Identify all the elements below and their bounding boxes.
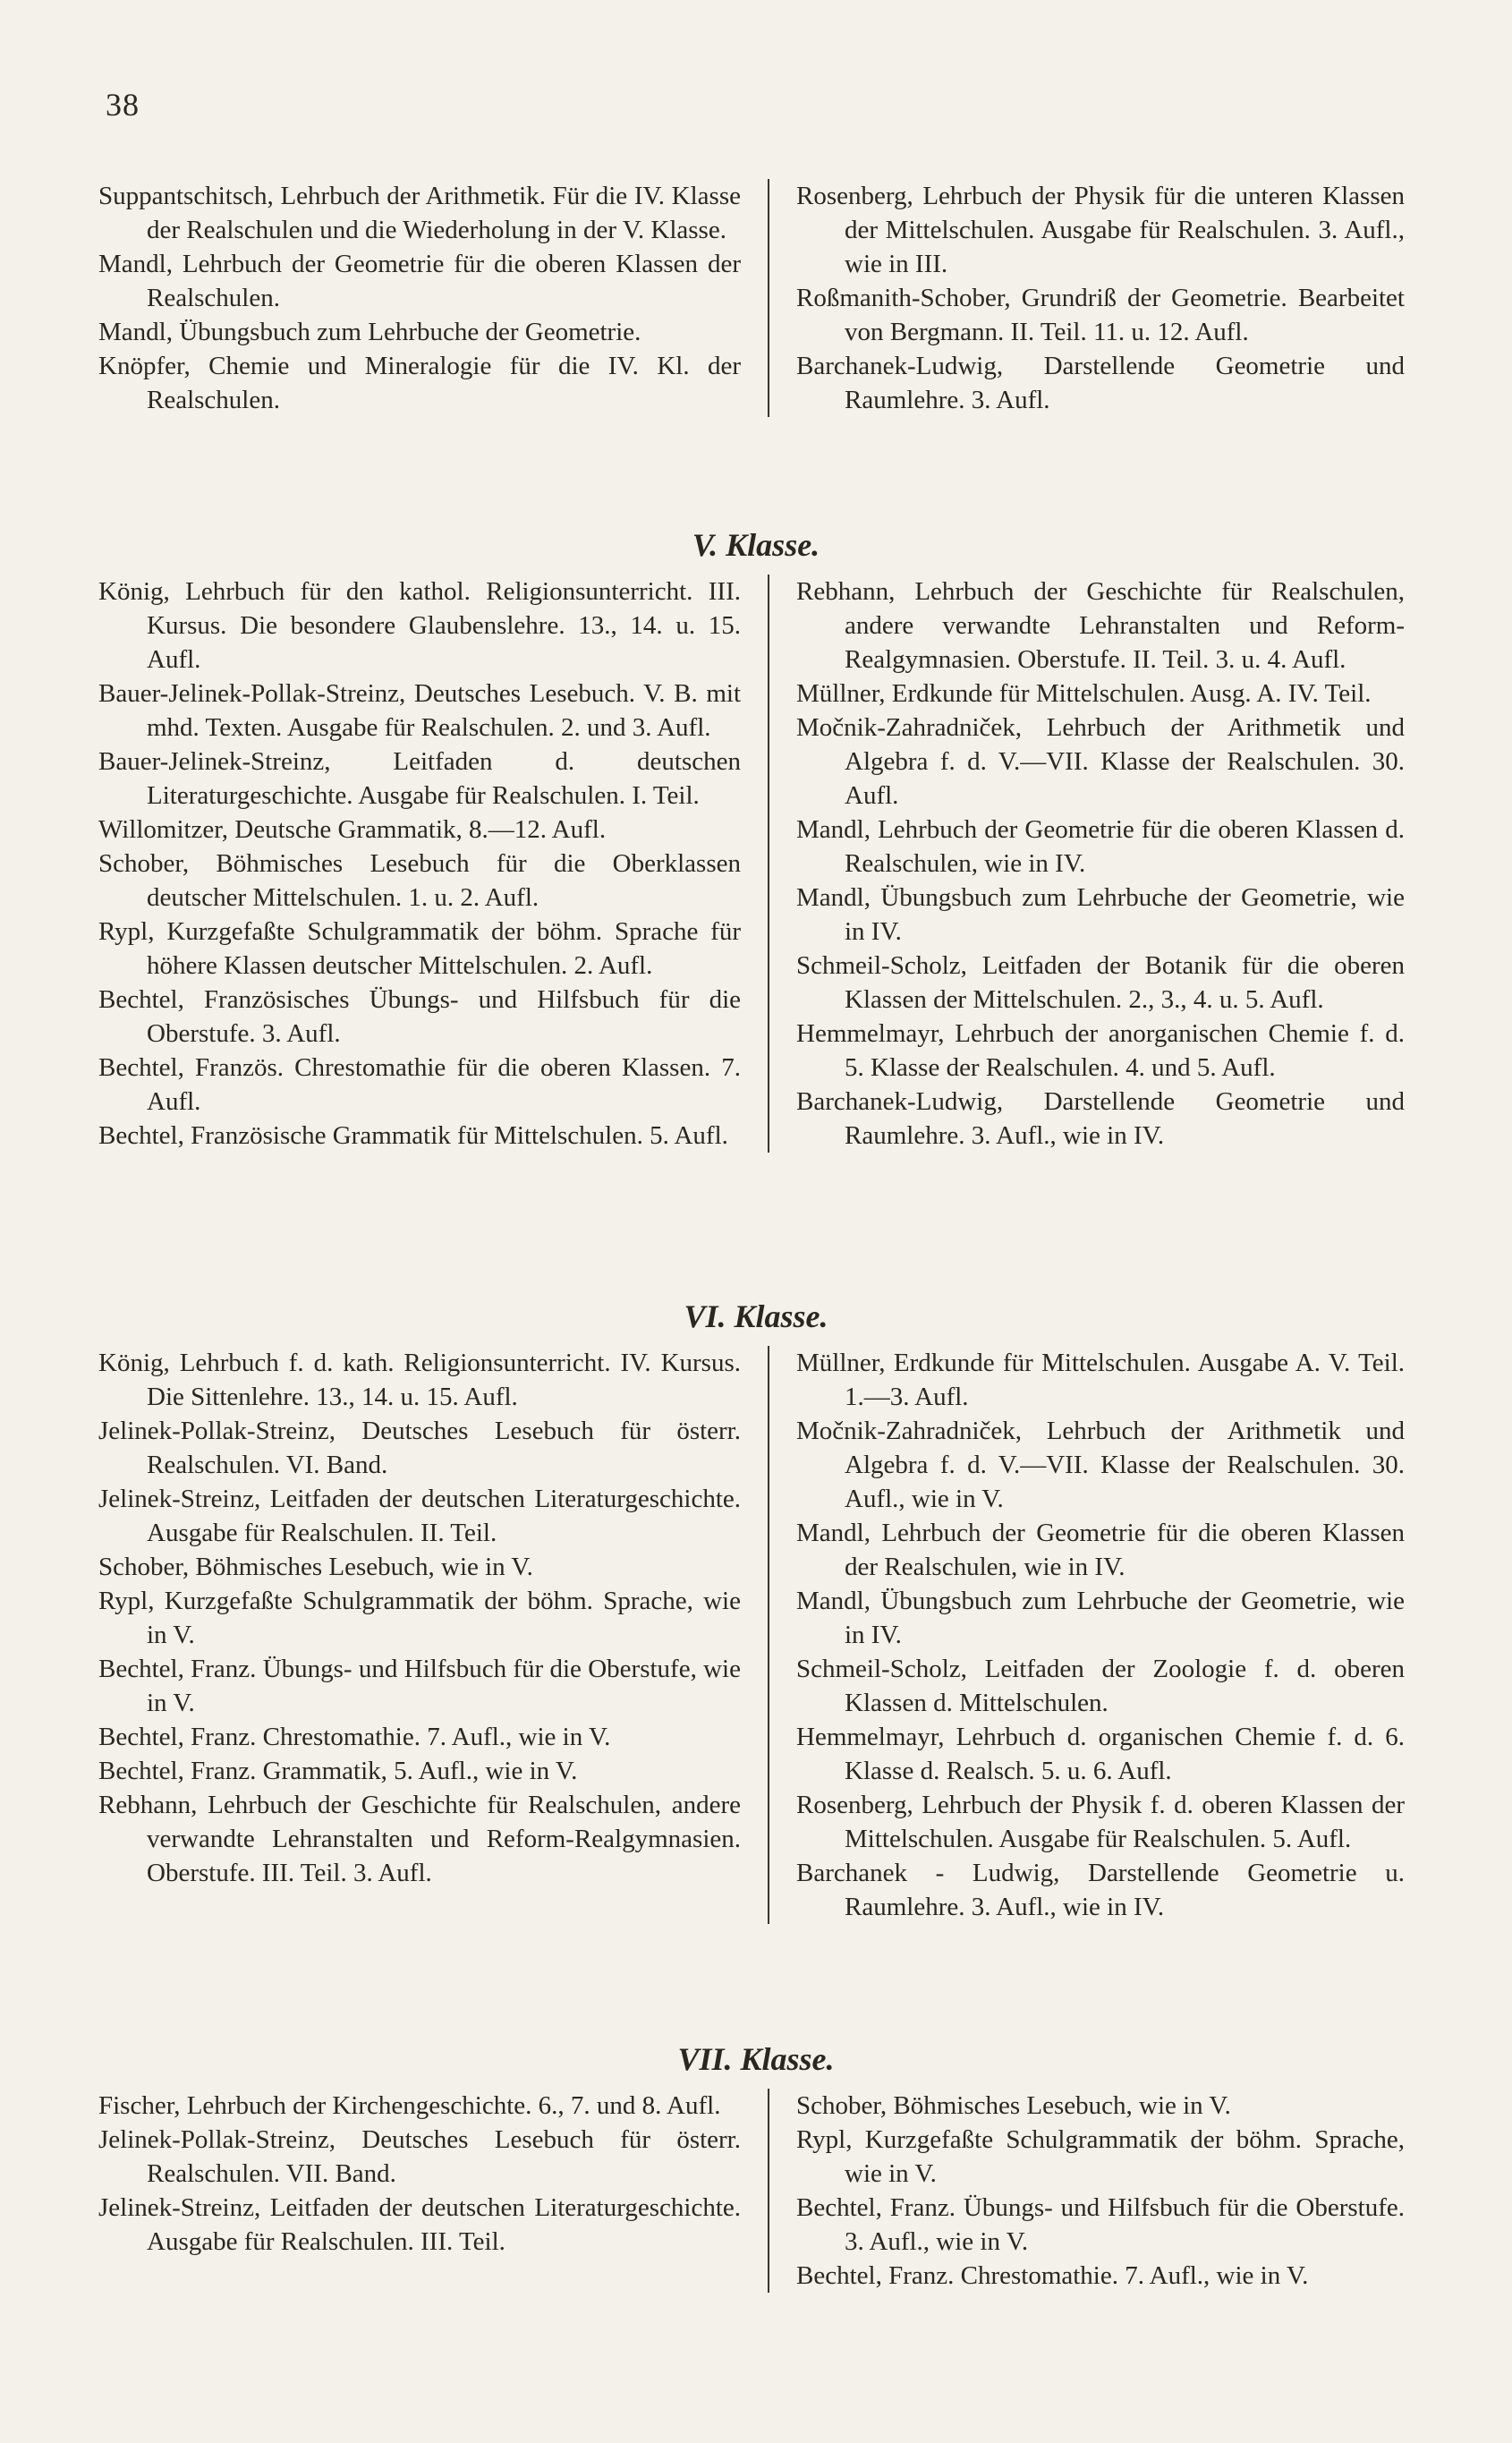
left-column [98,575,769,1153]
book-entry: Fischer, Lehrbuch der Kirchengeschichte. 6., 7. und 8. Aufl. [98,2091,721,2120]
book-entry: Schmeil-Scholz, Leitfaden der Zoologie f. d. oberen Klassen d. Mittelschulen. [796,1655,1405,1717]
left-column [98,1346,769,1924]
book-entry: Bechtel, Französisches Übungs- und Hilfsbuch für die Oberstufe. 3. Aufl. [98,985,741,1048]
book-entry: Mandl, Übungsbuch zum Lehrbuche der Geometrie, wie in IV. [796,883,1405,946]
section-heading-vii: VII. Klasse. [677,2041,835,2077]
book-entry: Močnik-Zahradniček, Lehrbuch der Arithmetik und Algebra f. d. V.—VII. Klasse der Realschulen. 30. Aufl. [796,713,1405,810]
book-entry: Bechtel, Franz. Übungs- und Hilfsbuch für die Oberstufe. 3. Aufl., wie in V. [796,2193,1405,2256]
book-entry: Müllner, Erdkunde für Mittelschulen. Ausgabe A. V. Teil. 1.—3. Aufl. [796,1349,1405,1411]
book-entry: Jelinek-Streinz, Leitfaden der deutschen Literaturgeschichte. Ausgabe für Realschulen. II. Teil. [98,1485,741,1547]
book-entry: Bechtel, Franz. Chrestomathie. 7. Aufl., wie in V. [98,1723,611,1751]
book-entry: Hemmelmayr, Lehrbuch d. organischen Chemie f. d. 6. Klasse d. Realsch. 5. u. 6. Aufl. [796,1723,1405,1785]
section-vii [98,2089,1405,2293]
book-entry: Mandl, Übungsbuch zum Lehrbuche der Geometrie, wie in IV. [796,1587,1405,1649]
book-entry: Rebhann, Lehrbuch der Geschichte für Realschulen, andere verwandte Lehranstalten und Reform-Realgymnasien. Oberstufe. III. Teil. 3. Aufl. [98,1791,741,1887]
left-column [98,179,769,417]
left-column [98,2089,769,2293]
book-entry: Barchanek-Ludwig, Darstellende Geometrie und Raumlehre. 3. Aufl. [796,352,1405,414]
book-entry: Bechtel, Franz. Übungs- und Hilfsbuch für die Oberstufe, wie in V. [98,1655,741,1717]
book-entry: Rebhann, Lehrbuch der Geschichte für Realschulen, andere verwandte Lehranstalten und Reform-Realgymnasien. Oberstufe. II. Teil. 3. u. 4. Aufl. [796,577,1405,674]
book-entry: Jelinek-Streinz, Leitfaden der deutschen Literaturgeschichte. Ausgabe für Realschulen. III. Teil. [98,2193,741,2256]
book-entry: Schober, Böhmisches Lesebuch, wie in V. [796,2091,1231,2120]
book-entry: Jelinek-Pollak-Streinz, Deutsches Lesebuch für österr. Realschulen. VII. Band. [98,2125,741,2188]
book-entry: Mandl, Lehrbuch der Geometrie für die oberen Klassen d. Realschulen, wie in IV. [796,815,1405,878]
book-entry: Rypl, Kurzgefaßte Schulgrammatik der böhm. Sprache für höhere Klassen deutscher Mittelschulen. 2. Aufl. [98,917,741,980]
book-entry: Willomitzer, Deutsche Grammatik, 8.—12. Aufl. [98,815,607,844]
book-entry: Roßmanith-Schober, Grundriß der Geometrie. Bearbeitet von Bergmann. II. Teil. 11. u. 12. Aufl. [796,284,1405,346]
right-column [769,1346,1405,1924]
book-entry: Hemmelmayr, Lehrbuch der anorganischen Chemie f. d. 5. Klasse der Realschulen. 4. und 5. Aufl. [796,1019,1405,1082]
book-entry: Knöpfer, Chemie und Mineralogie für die IV. Kl. der Realschulen. [98,352,741,414]
page-number: 38 [106,87,140,123]
book-entry: Barchanek-Ludwig, Darstellende Geometrie und Raumlehre. 3. Aufl., wie in IV. [796,1087,1405,1150]
book-entry: Rosenberg, Lehrbuch der Physik f. d. oberen Klassen der Mittelschulen. Ausgabe für Realschulen. 5. Aufl. [796,1791,1405,1853]
right-column [769,179,1405,417]
book-entry: Mandl, Lehrbuch der Geometrie für die oberen Klassen der Realschulen. [98,250,741,312]
book-entry: Bauer-Jelinek-Streinz, Leitfaden d. deutschen Literaturgeschichte. Ausgabe für Realschulen. I. Teil. [98,747,741,810]
right-column [769,2089,1405,2293]
book-entry: Bauer-Jelinek-Pollak-Streinz, Deutsches Lesebuch. V. B. mit mhd. Texten. Ausgabe für Realschulen. 2. und 3. Aufl. [98,679,741,742]
book-entry: Mandl, Übungsbuch zum Lehrbuche der Geometrie. [98,318,641,346]
book-entry: Schober, Böhmisches Lesebuch für die Oberklassen deutscher Mittelschulen. 1. u. 2. Aufl. [98,849,741,912]
book-entry: Jelinek-Pollak-Streinz, Deutsches Lesebuch für österr. Realschulen. VI. Band. [98,1417,741,1479]
book-entry: König, Lehrbuch f. d. kath. Religionsunterricht. IV. Kursus. Die Sittenlehre. 13., 14. u. 15. Aufl. [98,1349,741,1411]
section-top-continuation [98,179,1405,417]
book-entry: Schober, Böhmisches Lesebuch, wie in V. [98,1553,533,1581]
book-entry: Suppantschitsch, Lehrbuch der Arithmetik. Für die IV. Klasse der Realschulen und die Wiederholung in der V. Klasse. [98,182,741,244]
book-entry: Bechtel, Französ. Chrestomathie für die oberen Klassen. 7. Aufl. [98,1053,741,1116]
book-entry: Bechtel, Französische Grammatik für Mittelschulen. 5. Aufl. [98,1121,728,1150]
book-entry: Barchanek - Ludwig, Darstellende Geometrie u. Raumlehre. 3. Aufl., wie in IV. [796,1859,1405,1921]
book-entry: Rypl, Kurzgefaßte Schulgrammatik der böhm. Sprache, wie in V. [98,1587,741,1649]
book-entry: Mandl, Lehrbuch der Geometrie für die oberen Klassen der Realschulen, wie in IV. [796,1519,1405,1581]
book-entry: Močnik-Zahradniček, Lehrbuch der Arithmetik und Algebra f. d. V.—VII. Klasse der Realschulen. 30. Aufl., wie in V. [796,1417,1405,1513]
book-entry: Rypl, Kurzgefaßte Schulgrammatik der böhm. Sprache, wie in V. [796,2125,1405,2188]
section-vi [98,1346,1405,1924]
book-entry: Schmeil-Scholz, Leitfaden der Botanik für die oberen Klassen der Mittelschulen. 2., 3., 4. u. 5. Aufl. [796,951,1405,1014]
section-v [98,575,1405,1153]
section-heading-vi: VI. Klasse. [684,1298,828,1334]
right-column [769,575,1405,1153]
book-entry: Bechtel, Franz. Grammatik, 5. Aufl., wie in V. [98,1757,578,1785]
book-entry: Müllner, Erdkunde für Mittelschulen. Ausg. A. IV. Teil. [796,679,1372,708]
book-entry: Bechtel, Franz. Chrestomathie. 7. Aufl., wie in V. [796,2261,1309,2290]
book-entry: König, Lehrbuch für den kathol. Religionsunterricht. III. Kursus. Die besondere Glaubenslehre. 13., 14. u. 15. Aufl. [98,577,741,674]
book-entry: Rosenberg, Lehrbuch der Physik für die unteren Klassen der Mittelschulen. Ausgabe für Realschulen. 3. Aufl., wie in III. [796,182,1405,278]
section-heading-v: V. Klasse. [692,527,820,563]
